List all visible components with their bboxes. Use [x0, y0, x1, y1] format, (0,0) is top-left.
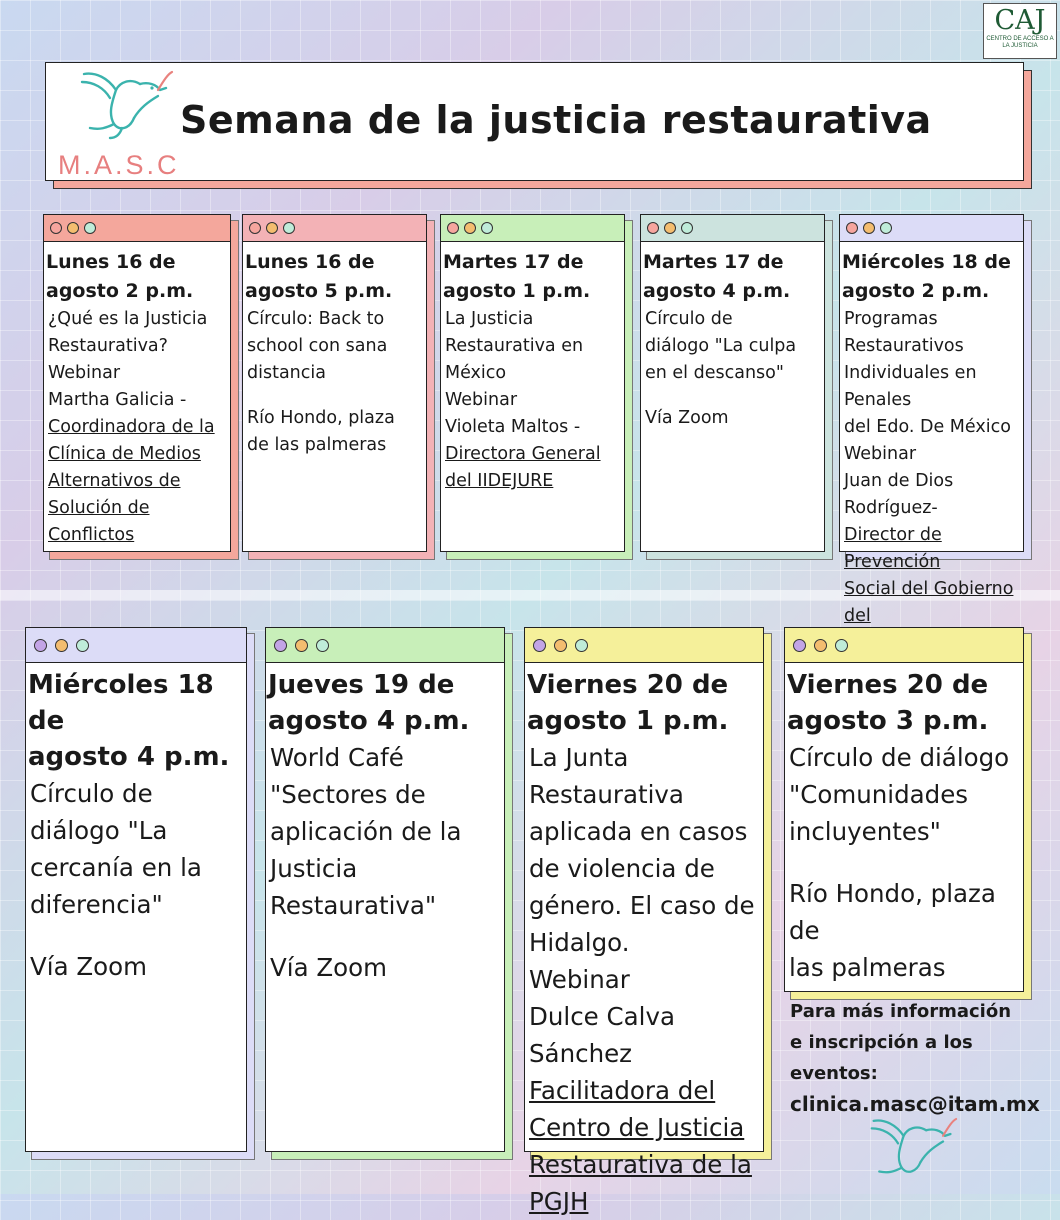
date-line: agosto 2 p.m.	[46, 280, 194, 302]
description-line: género. El caso de	[529, 891, 755, 920]
window-dot-icon	[533, 639, 546, 652]
window-dot-icon	[481, 222, 493, 234]
event-description	[44, 306, 230, 549]
window-dot-icon	[554, 639, 567, 652]
event-card	[524, 627, 764, 1216]
description-line: distancia	[247, 363, 326, 383]
event-card	[242, 214, 427, 552]
window-dot-icon	[50, 222, 62, 234]
dove-icon	[78, 68, 174, 140]
date-line: agosto 5 p.m.	[245, 280, 393, 302]
window-title-bar	[26, 628, 246, 663]
description-line: Individuales en Penales	[844, 363, 977, 410]
window-dot-icon	[880, 222, 892, 234]
event-card	[839, 214, 1024, 626]
description-line: Sánchez	[529, 1039, 633, 1068]
event-description	[441, 306, 624, 495]
speaker-title-line: del IIDEJURE	[445, 471, 554, 491]
event-date-time	[266, 663, 504, 739]
description-line: Martha Galicia -	[48, 390, 187, 410]
description-line	[30, 923, 242, 948]
email-link[interactable]: clinica.masc@itam.mx	[790, 1092, 1040, 1116]
event-description	[266, 739, 504, 986]
description-line: incluyentes"	[789, 817, 941, 846]
description-line: Río Hondo, plaza	[247, 407, 395, 428]
description-line: Webinar	[529, 965, 630, 994]
speaker-title-line: Alternativos de	[48, 471, 181, 491]
date-line: Miércoles 18 de	[842, 251, 1011, 273]
description-line: Restaurativos	[844, 336, 964, 356]
description-line: aplicación de la	[270, 817, 462, 846]
window-dot-icon	[34, 639, 47, 652]
date-line: agosto 4 p.m.	[268, 706, 470, 736]
description-line: Círculo de diálogo	[789, 743, 1010, 772]
event-description	[840, 306, 1023, 657]
date-line: agosto 1 p.m.	[443, 280, 591, 302]
description-line: Dulce Calva	[529, 1002, 675, 1031]
window-dot-icon	[575, 639, 588, 652]
window-dot-icon	[84, 222, 96, 234]
window-title-bar	[243, 215, 426, 242]
window-dot-icon	[67, 222, 79, 234]
info-line: Para más información	[790, 1001, 1012, 1022]
window-dot-icon	[846, 222, 858, 234]
date-line: agosto 2 p.m.	[842, 280, 990, 302]
caj-logo	[983, 3, 1057, 59]
description-line: Río Hondo, plaza de	[789, 878, 996, 945]
description-line: "Sectores de	[270, 780, 426, 809]
description-line: Círculo de	[30, 779, 153, 808]
description-line: "Comunidades	[789, 780, 969, 809]
description-line: ¿Qué es la Justicia	[48, 309, 208, 329]
event-date-time	[840, 242, 1023, 306]
description-line: Restaurativa"	[270, 891, 437, 920]
window-title-bar	[525, 628, 763, 663]
description-line: cercanía en la	[30, 853, 202, 882]
event-description	[785, 739, 1023, 986]
event-card	[440, 214, 625, 552]
window-dot-icon	[681, 222, 693, 234]
speaker-title-line: Social del Gobierno del	[844, 579, 1014, 626]
window-dot-icon	[447, 222, 459, 234]
description-line	[645, 387, 820, 405]
window-title-bar	[785, 628, 1023, 663]
date-line: agosto 1 p.m.	[527, 706, 729, 736]
window-dot-icon	[316, 639, 329, 652]
description-line: Restaurativa?	[48, 336, 168, 356]
window-dot-icon	[55, 639, 68, 652]
info-line: eventos:	[790, 1063, 878, 1084]
speaker-title-line: Director de Prevención	[844, 525, 942, 572]
window-dot-icon	[863, 222, 875, 234]
description-line	[270, 924, 500, 949]
event-card	[25, 627, 247, 1152]
masc-logo-text: M.A.S.C	[58, 150, 180, 180]
event-description	[641, 306, 824, 432]
description-line: Juan de Dios	[844, 471, 954, 491]
caj-letters: CAJ	[994, 5, 1046, 36]
description-line: Webinar	[844, 444, 917, 464]
date-line: agosto 4 p.m.	[643, 280, 791, 302]
speaker-title-line: Coordinadora de la	[48, 417, 215, 437]
description-line: La Junta	[529, 743, 629, 772]
description-line: de violencia de	[529, 854, 715, 883]
description-line: diálogo "La	[30, 816, 168, 845]
speaker-title-line: Clínica de Medios	[48, 444, 201, 464]
event-card	[43, 214, 231, 552]
event-date-time	[525, 663, 763, 739]
speaker-title-line: Restaurativa de la	[529, 1150, 752, 1179]
description-line: Violeta Maltos -	[445, 417, 581, 437]
window-dot-icon	[266, 222, 278, 234]
date-line: agosto 4 p.m.	[28, 742, 230, 772]
info-line: e inscripción a los	[790, 1032, 973, 1053]
date-line: Viernes 20 de	[787, 670, 989, 700]
description-line: school con sana	[247, 336, 388, 356]
description-line: aplicada en casos	[529, 817, 748, 846]
description-line: Rodríguez-	[844, 498, 938, 518]
description-line: Restaurativa	[529, 780, 684, 809]
description-line: Vía Zoom	[30, 951, 147, 981]
event-description	[243, 306, 426, 459]
window-title-bar	[441, 215, 624, 242]
description-line: del Edo. De México	[844, 417, 1011, 437]
date-line: Martes 17 de	[443, 251, 584, 273]
speaker-title-line: Directora General	[445, 444, 601, 464]
description-line: Círculo de	[645, 309, 733, 329]
date-line: Lunes 16 de	[46, 251, 176, 273]
window-dot-icon	[814, 639, 827, 652]
window-dot-icon	[295, 639, 308, 652]
description-line: Restaurativa en	[445, 336, 584, 356]
description-line: diálogo "La culpa	[645, 336, 797, 356]
event-date-time	[641, 242, 824, 306]
window-title-bar	[266, 628, 504, 663]
window-dot-icon	[283, 222, 295, 234]
description-line: en el descanso"	[645, 363, 784, 383]
date-line: Miércoles 18 de	[28, 670, 214, 736]
date-line: Viernes 20 de	[527, 670, 729, 700]
speaker-title-line: Conflictos	[48, 525, 135, 545]
window-dot-icon	[76, 639, 89, 652]
date-line: Jueves 19 de	[268, 670, 455, 700]
description-line: Justicia	[270, 854, 358, 883]
event-date-time	[785, 663, 1023, 739]
description-line: Webinar	[48, 363, 121, 383]
speaker-title-line: Solución de	[48, 498, 150, 518]
event-description	[26, 775, 246, 985]
window-title-bar	[44, 215, 230, 242]
event-description	[525, 739, 763, 1220]
description-line: Vía Zoom	[270, 952, 387, 982]
description-line	[789, 850, 1019, 875]
caj-subtitle: CENTRO DE ACCESO A LA JUSTICIA	[986, 36, 1054, 49]
window-dot-icon	[664, 222, 676, 234]
window-title-bar	[641, 215, 824, 242]
description-line: de las palmeras	[247, 434, 387, 455]
window-dot-icon	[835, 639, 848, 652]
description-line: Vía Zoom	[645, 407, 729, 428]
event-date-time	[26, 663, 246, 775]
info-block	[790, 996, 1040, 1120]
description-line: World Café	[270, 743, 404, 772]
event-card	[265, 627, 505, 1152]
date-line: Lunes 16 de	[245, 251, 375, 273]
page-title: Semana de la justicia restaurativa	[180, 98, 932, 142]
event-card	[640, 214, 825, 552]
window-dot-icon	[274, 639, 287, 652]
event-date-time	[441, 242, 624, 306]
description-line: México	[445, 363, 507, 383]
description-line: Programas	[844, 309, 938, 329]
event-date-time	[243, 242, 426, 306]
description-line	[247, 387, 422, 405]
description-line: las palmeras	[789, 952, 946, 982]
dove-icon-bottom	[868, 1115, 958, 1183]
description-line: Webinar	[445, 390, 518, 410]
window-dot-icon	[464, 222, 476, 234]
window-dot-icon	[793, 639, 806, 652]
event-card	[784, 627, 1024, 992]
window-dot-icon	[647, 222, 659, 234]
speaker-title-line: Centro de Justicia	[529, 1113, 745, 1142]
description-line: diferencia"	[30, 890, 163, 919]
event-date-time	[44, 242, 230, 306]
window-title-bar	[840, 215, 1023, 242]
date-line: agosto 3 p.m.	[787, 706, 989, 736]
date-line: Martes 17 de	[643, 251, 784, 273]
description-line: La Justicia	[445, 309, 534, 329]
speaker-title-line: PGJH	[529, 1187, 589, 1216]
description-line: Círculo: Back to	[247, 309, 385, 329]
description-line: Hidalgo.	[529, 928, 630, 957]
speaker-title-line: Facilitadora del	[529, 1076, 716, 1105]
window-dot-icon	[249, 222, 261, 234]
